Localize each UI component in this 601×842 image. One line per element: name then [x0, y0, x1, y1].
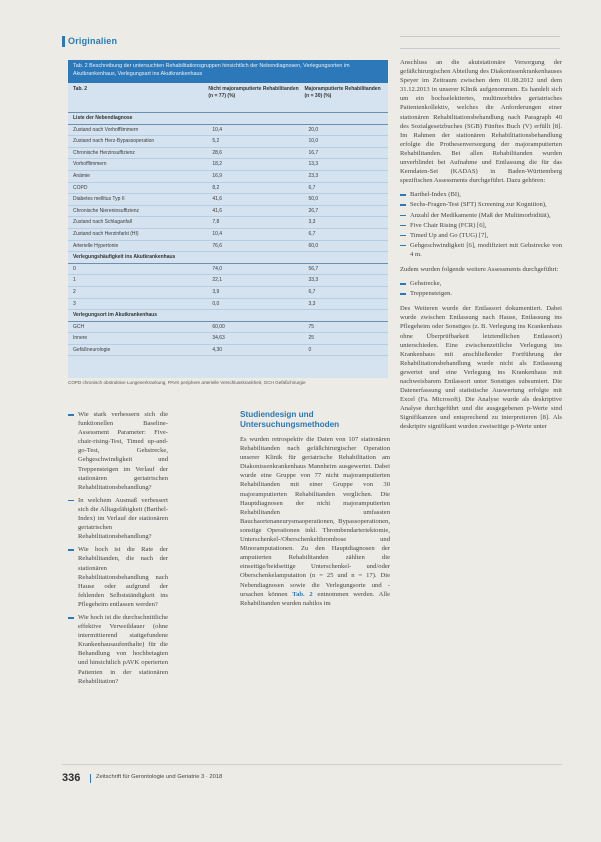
table-body — [68, 113, 388, 356]
table-cell: 13,3 — [308, 161, 319, 168]
list-item: Wie hoch ist die Rate der Rehabilitanden, die nach der stationären Rehabilitationsbehandlung nach Hause oder aufgrund der fehlenden Selbstständigkeit ins Pflegeheim entlassen werden? — [68, 545, 168, 609]
list-item: Wie stark verbessern sich die funktionellen Baseline-Assessment Parameter: Five-chair-rising-Test, Timed up-and-go-Test, Gehstrecke, Gehgeschwindigkeit und Treppensteigen im Verlauf der stationären geriatrischen Rehabilitationsbehandlung? — [68, 410, 168, 492]
table-cell: 34,63 — [212, 335, 225, 342]
table-row — [68, 148, 388, 160]
list-item: Barthel-Index (BI), — [400, 190, 562, 199]
table-row — [68, 171, 388, 183]
table-cell: Zustand nach Herz-Bypassoperation — [73, 138, 155, 145]
column-1 — [68, 410, 168, 692]
table-row — [68, 322, 388, 334]
table-cell: 0,0 — [212, 300, 220, 307]
table-cell — [208, 310, 304, 321]
section-heading: Studiendesign und Untersuchungsmethoden — [240, 410, 340, 429]
table-header-cell: Majoramputierte Rehabilitanden (n = 30) (%) — [304, 86, 381, 99]
journal-name: Zeitschrift für Gerontologie und Geriatrie 3 · 2018 — [96, 774, 223, 780]
table-cell: 4,30 — [212, 346, 223, 353]
table-cell: 26,7 — [308, 207, 319, 214]
table-cell: 22,1 — [212, 277, 223, 284]
list-item: In welchem Ausmaß verbessert sich die Alltagsfähigkeit (Barthel-Index) im Verlauf der stationären geriatrischen Rehabilitationsbehandlung? — [68, 496, 168, 541]
column-3 — [400, 58, 562, 437]
table-cell: 75 — [308, 323, 315, 330]
table-cell: Zustand nach Schlaganfall — [73, 219, 132, 226]
table-cell — [304, 310, 383, 321]
table-cell: Verlegungshäufigkeit ins Akutkrankenhaus — [73, 254, 176, 261]
footer-divider — [90, 774, 91, 783]
list-item: Gehgeschwindigkeit [6], modifiziert mit Gehstrecke von 4 m. — [400, 241, 562, 259]
table-cell — [208, 113, 304, 124]
methods-paragraph — [240, 435, 390, 608]
table-cell: 20,0 — [308, 126, 319, 133]
table-row — [68, 217, 388, 229]
table-cell: 0 — [308, 346, 312, 353]
table-cell: GCH — [73, 323, 85, 330]
table-cell: Anämie — [73, 172, 90, 179]
table-footnote: COPD chronisch obstruktive Lungenerkrankung, PAVK periphere arterielle Verschlusskrankheit, GCH Gefäßchirurgie — [68, 380, 306, 385]
list-item: Wie hoch ist die durchschnittliche effektive Verweildauer (ohne intermittierend stattgefundene Krankenhausaufenthalte) für die Behandlung von hochbetagten und hinsichtlich pAVK operierten Patienten in der stationären Rehabilitation? — [68, 613, 168, 686]
section-marker — [62, 36, 65, 47]
paragraph: Zudem wurden folgende weitere Assessments durchgeführt: — [400, 265, 559, 273]
table-cell: Chronische Niereninsuffizienz — [73, 207, 140, 214]
list-item: Gehstrecke, — [400, 279, 562, 288]
table-cell: 6,7 — [308, 288, 316, 295]
table-cell: Arterielle Hypertonie — [73, 242, 119, 249]
table-cell: 74,0 — [212, 265, 223, 272]
table-cell: 16,9 — [212, 172, 223, 179]
page-footer — [62, 772, 562, 786]
table-cell — [208, 252, 304, 263]
table-row — [68, 206, 388, 218]
table-cell: 10,4 — [212, 230, 223, 237]
table-cell: 76,6 — [212, 242, 223, 249]
table-cell: Zustand nach Herzinfarkt (HI) — [73, 230, 139, 237]
table-cell: 7,8 — [212, 219, 220, 226]
table-cell: 60,00 — [212, 323, 225, 330]
table-reference[interactable]: Tab. 2 — [292, 590, 313, 598]
header-rule-2 — [400, 48, 560, 49]
table-cell: 23,3 — [308, 172, 319, 179]
paragraph-text: entnommen werden. Alle Rehabilitanden wurden nahtlos im — [240, 590, 391, 607]
paragraph: Des Weiteren wurde der Entlassort dokumentiert. Dabei wurde zwischen Entlassung nach Hause, Entlassung ins Pflegeheim oder Sonstiges (z. B. Verlegung ins Krankenhaus ohne Überprüfbarkeit letztendlichen Entlassort) unterschieden. Eine zwischenzeitliche Verlegung ins Krankenhaus mit anschließender Fortführung der Rehabilitationsbehandlung wurde nicht als Entlassung gewertet und eine Verlegung ins Krankenhaus mit nachweisbarem Entlassort unter Sonstiges subsumiert. Die Datenerfassung und statistische Auswertung erfolgte mit Excel (Fa. Microsoft). Die Analyse wurde als deskriptive Analyse durchgeführt und die ausgegebenen p-Werte sind Signifikanzen und entsprechend zu interpretieren [8]. Als deskriptiv signifikant wurden zweiseitige p-Werte unter — [400, 305, 562, 431]
section-label: Originalien — [68, 36, 118, 46]
research-questions-list — [68, 410, 168, 686]
table-cell: 8,2 — [212, 184, 220, 191]
table-row — [68, 241, 388, 253]
table-cell: 2 — [73, 288, 76, 295]
table-cell — [304, 252, 383, 263]
header-rule — [400, 36, 560, 37]
table-cell: Diabetes mellitus Typ II — [73, 196, 125, 203]
table-section-row — [68, 252, 388, 264]
table-cell: 25 — [308, 335, 315, 342]
table-cell: 28,6 — [212, 149, 223, 156]
table-row — [68, 125, 388, 137]
table-row — [68, 333, 388, 345]
table-cell: Vorhofflimmern — [73, 161, 107, 168]
table-cell: Zustand nach Vorhofflimmern — [73, 126, 139, 133]
table-cell: 3,3 — [308, 300, 316, 307]
table-cell: 41,6 — [212, 207, 223, 214]
table-row — [68, 194, 388, 206]
table-header-cell: Nicht majoramputierte Rehabilitanden (n = 77) (%) — [208, 86, 299, 99]
table-cell: 10,0 — [308, 138, 319, 145]
page-number: 336 — [62, 772, 81, 784]
table-cell: 5,2 — [212, 138, 220, 145]
list-item: Anzahl der Medikamente (Maß der Multimorbidität), — [400, 211, 562, 220]
table-cell: 6,7 — [308, 184, 316, 191]
table-cell: 16,7 — [308, 149, 319, 156]
list-item: Five Chair Rising (FCR) [6], — [400, 221, 562, 230]
table-row — [68, 229, 388, 241]
table-row — [68, 287, 388, 299]
paragraph: Anschluss an die akutstationäre Versorgung der gefäßchirurgischen Abteilung des Diakonissenkrankenhauses Speyer im Zeitraum zwischen dem 01.08.2012 und dem 31.12.2013 in unserer Klinik aufgenommen. Es handelt sich um ein hochselektiertes, multimorbides geriatrisches Patientenkollektiv, welches die Anforderungen einer stationären Rehabilitationsbehandlung nach Paragraph 40 des Sozialgesetzbuches (SGB) Fünftes Buch (V) erfüllt [8]. Im Rahmen der stationären Rehabilitationsbehandlung erfolgte die Prothesenversorgung der majoramputierten Rehabilitanden. Bei allen Rehabilitanden wurden unverblindet bei Aufnahme und Entlassung die für das Kerndaten-Set (KADAS) in Baden-Württemberg spezifischen Assessments durchgeführt. Dazu gehören: — [400, 59, 562, 185]
table-cell: 50,0 — [308, 196, 319, 203]
table-row — [68, 264, 388, 276]
table-cell: 3,3 — [308, 219, 316, 226]
table-2 — [68, 60, 388, 378]
table-header-cell: Tab. 2 — [73, 86, 88, 92]
table-cell: COPD — [73, 184, 88, 191]
table-row — [68, 345, 388, 357]
table-section-row — [68, 310, 388, 322]
table-cell: Gefäßneurologie — [73, 346, 111, 353]
table-row — [68, 183, 388, 195]
table-cell — [304, 113, 383, 124]
table-cell: 6,7 — [308, 230, 316, 237]
table-row — [68, 299, 388, 311]
table-cell: Verlegungsort im Akutkrankenhaus — [73, 312, 158, 319]
table-row — [68, 136, 388, 148]
table-cell: 60,0 — [308, 242, 319, 249]
list-item: Timed Up and Go (TUG) [7], — [400, 231, 562, 240]
table-cell: 3,9 — [212, 288, 220, 295]
table-caption: Tab. 2 Beschreibung der untersuchten Rehabilitationsgruppen hinsichtlich der Nebendiagnosen, Verlegungsorten im Akutkrankenhaus, Verlegungsart ins Akutkrankenhaus — [68, 60, 388, 83]
table-cell: Liste der Nebendiagnose — [73, 115, 133, 121]
table-cell: 1 — [73, 277, 76, 284]
list-item: Treppensteigen. — [400, 289, 562, 298]
table-section-row — [68, 113, 388, 125]
table-cell: 10,4 — [212, 126, 223, 133]
table-cell: 18,2 — [212, 161, 223, 168]
table-cell: 33,3 — [308, 277, 319, 284]
assessment-list — [400, 190, 562, 259]
table-cell: Chronische Herzinsuffizienz — [73, 149, 135, 156]
table-cell: 3 — [73, 300, 76, 307]
table-cell: 56,7 — [308, 265, 319, 272]
footer-rule — [62, 764, 562, 765]
table-row — [68, 159, 388, 171]
table-cell: 41,6 — [212, 196, 223, 203]
table-cell: 0 — [73, 265, 76, 272]
list-item: Sechs-Fragen-Test (SFT) Screening zur Kognition), — [400, 200, 562, 209]
paragraph-text: Es wurden retrospektiv die Daten von 107 stationären Rehabilitanden nach gefäßchirurgischer Operation unserer Klinik für geriatrische Rehabilitation am Diakonissenkrankenhaus Mannheim ausgewertet. Dabei wurde eine Gruppe von 77 nicht majoramputierten Rehabilitanden mit einer Gruppe von 30 majoramputierten Rehabilitanden verglichen. Die Hauptdiagnosen der nicht majoramputierten Rehabilitanden umfassten Bauchaortenaneurysmaoperationen, Bypassoperationen, sonstige Operationen inkl. Thrombendarteriektomie, Unterschenkel-/Oberschenkelthrombose und Minoramputationen. Zu den Hauptdiagnosen der amputierten Rehabilitanden zählten die einseitige/beidseitige Unterschenkel- und/oder Oberschenkelamputation (n = 25 und n = 17). Die Nebendiagnosen sowie die Verlegungsorte und -ursachen können — [240, 436, 390, 598]
table-cell: Innere — [73, 335, 88, 342]
additional-assessment-list — [400, 279, 562, 298]
table-row — [68, 275, 388, 287]
column-2 — [240, 410, 390, 613]
table-header-row — [68, 83, 388, 113]
